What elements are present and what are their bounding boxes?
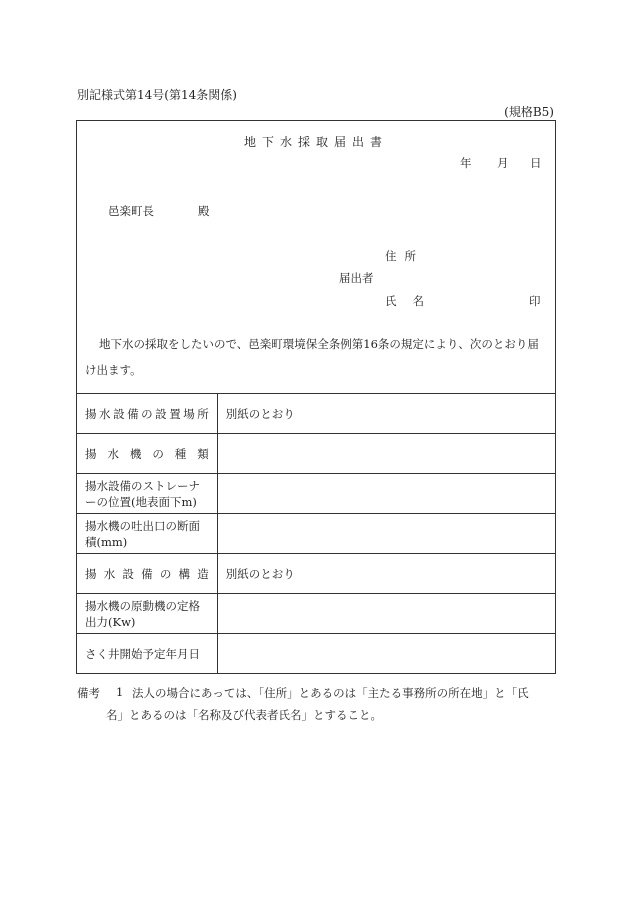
remarks-number: 1 (116, 685, 124, 699)
table-row (77, 554, 556, 594)
row-label-install-location: 揚水設備の設置場所 (77, 394, 218, 434)
row-value-outlet-area[interactable] (217, 514, 555, 554)
paper-size-note: (規格B5) (504, 105, 554, 119)
row-label-start-date: さく井開始予定年月日 (77, 634, 218, 674)
document-title: 地下水採取届出書 (243, 135, 388, 149)
remarks-line-1: 法人の場合にあっては、「住所」とあるのは「主たる事務所の所在地」と「氏 (132, 686, 529, 700)
row-value-pump-type[interactable] (217, 434, 555, 474)
date-month-label: 月 (497, 156, 509, 170)
row-label-pump-type: 揚水機の種類 (77, 434, 218, 474)
form-frame (76, 120, 556, 674)
addressee: 邑楽町長 (108, 204, 154, 218)
row-label-outlet-area: 揚水機の吐出口の断面積(mm) (77, 514, 218, 554)
form-number-label: 別記様式第14号(第14条関係) (77, 88, 237, 102)
row-label-rated-output: 揚水機の原動機の定格出力(Kw) (77, 594, 218, 634)
row-value-rated-output[interactable] (217, 594, 555, 634)
date-day-label: 日 (530, 156, 542, 170)
details-table (76, 393, 556, 674)
table-row (77, 394, 556, 434)
address-label: 住所 (385, 249, 424, 263)
date-year-label: 年 (460, 156, 472, 170)
table-row (77, 474, 556, 514)
honorific: 殿 (198, 204, 210, 218)
table-row (77, 514, 556, 554)
body-text-line-2: け出ます。 (85, 363, 142, 377)
row-value-structure[interactable]: 別紙のとおり (217, 554, 555, 594)
table-row (77, 634, 556, 674)
notifier-label: 届出者 (339, 271, 374, 285)
row-value-start-date[interactable] (217, 634, 555, 674)
row-value-install-location[interactable]: 別紙のとおり (217, 394, 555, 434)
body-text-line-1: 地下水の採取をしたいので、邑楽町環境保全条例第16条の規定により、次のとおり届 (99, 337, 539, 351)
row-label-strainer-position: 揚水設備のストレーナーの位置(地表面下m) (77, 474, 218, 514)
seal-mark: 印 (529, 294, 541, 308)
row-label-structure: 揚水設備の構造 (77, 554, 218, 594)
remarks-line-2: 名」とあるのは「名称及び代表者氏名」とすること。 (106, 708, 382, 722)
table-row (77, 594, 556, 634)
table-row (77, 434, 556, 474)
name-label: 氏名 (385, 294, 440, 308)
remarks-heading: 備考 (77, 686, 100, 700)
row-value-strainer-position[interactable] (217, 474, 555, 514)
